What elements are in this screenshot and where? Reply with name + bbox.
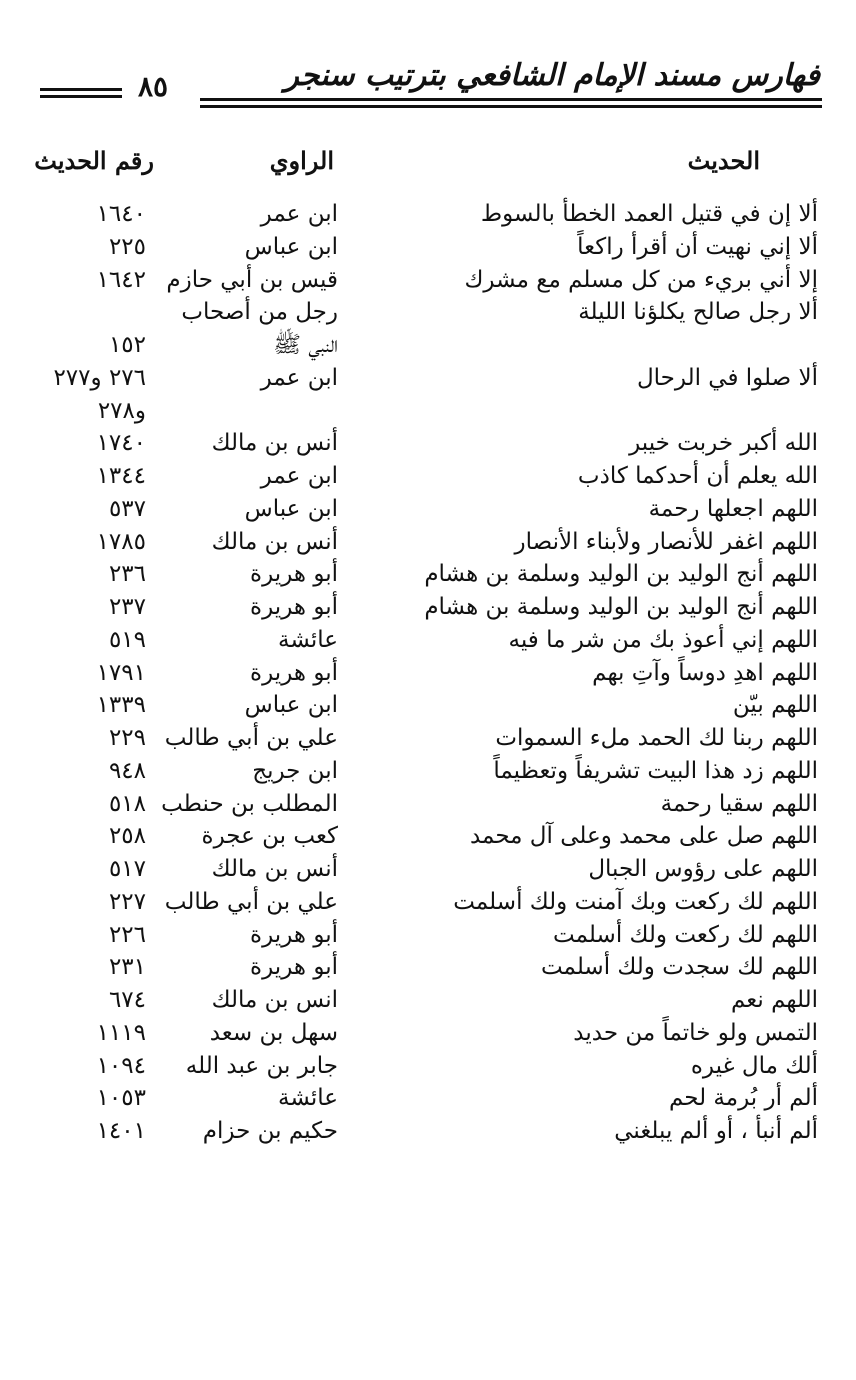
narrator-name: كعب بن عجرة [201,823,338,850]
hadith-text: اللهم نعم [730,987,818,1013]
table-row [0,460,856,493]
table-row [0,427,856,460]
hadith-text: اللهم ربنا لك الحمد ملء السموات [495,725,818,751]
hadith-number: ٢٣٧ [108,594,146,620]
table-row [0,591,856,624]
hadith-number: ١٤٠١ [96,1118,146,1144]
narrator-name: علي بن أبي طالب [164,725,338,751]
hadith-text: اللهم اغفر للأنصار ولأبناء الأنصار [514,528,818,555]
table-row [0,788,856,821]
table-row [0,853,856,886]
header-rule-left [40,88,122,98]
table-row [0,329,856,362]
table-row [0,1050,856,1083]
hadith-number: ١٧٨٥ [96,528,146,555]
narrator-name: رجل من أصحاب [181,299,338,326]
hadith-number: ٢٢٩ [108,725,146,751]
table-row [0,722,856,755]
hadith-text: اللهم أنج الوليد بن الوليد وسلمة بن هشام [424,594,818,620]
table-row [0,296,856,329]
hadith-index-table [0,198,856,1148]
table-row [0,624,856,657]
table-row [0,1115,856,1148]
hadith-text: اللهم لك ركعت ولك أسلمت [553,921,818,948]
header-rule-right [200,98,822,108]
table-row [0,657,856,690]
narrator-name: ابن عمر [260,463,338,489]
hadith-text: اللهم اجعلها رحمة [648,495,818,522]
table-row [0,951,856,984]
hadith-text: الله يعلم أن أحدكما كاذب [577,463,818,489]
hadith-text: التمس ولو خاتماً من حديد [573,1019,818,1046]
narrator-name: حكيم بن حزام [202,1118,338,1144]
table-row [0,820,856,853]
hadith-text: اللهم أنج الوليد بن الوليد وسلمة بن هشام [424,561,818,588]
narrator-name: أبو هريرة [250,561,338,588]
hadith-text: ألك مال غيره [690,1052,818,1079]
table-row [0,984,856,1017]
table-row [0,1017,856,1050]
hadith-number: ١١١٩ [96,1019,146,1046]
hadith-number: ١٦٤٢ [96,266,146,293]
hadith-number: ١٧٩١ [96,659,146,686]
hadith-number: ١٧٤٠ [96,430,146,457]
hadith-number: ١٦٤٠ [96,201,146,227]
hadith-text: إلا أني بريء من كل مسلم مع مشرك [464,266,818,293]
table-row [0,689,856,722]
hadith-number: ٢٢٦ [108,921,146,948]
running-header [0,58,856,118]
hadith-number: ٢٣١ [108,954,146,981]
narrator-name: جابر بن عبد الله [185,1052,338,1079]
table-row [0,526,856,559]
table-row [0,755,856,788]
table-row [0,1082,856,1115]
hadith-text: اللهم إني أعوذ بك من شر ما فيه [508,626,818,653]
column-header-narrator: الراوي [269,146,334,175]
hadith-number: ٢٧٦ و٢٧٧ [53,364,146,391]
narrator-name: أبو هريرة [250,954,338,981]
narrator-name: ابن جريج [252,757,338,784]
page-number: ٨٥ [138,70,169,103]
narrator-name: ابن عباس [244,692,338,719]
hadith-text: ألا صلوا في الرحال [636,364,818,391]
narrator-name: سهل بن سعد [209,1019,338,1046]
hadith-number: ١٣٤٤ [96,463,146,489]
narrator-name: النبي ﷺ [273,332,338,358]
hadith-text: ألم أنبأ ، أو ألم يبلغني [614,1118,818,1144]
narrator-name: عائشة [278,1085,338,1112]
hadith-text: اللهم صل على محمد وعلى آل محمد [469,823,818,850]
hadith-number: ١٥٢ [108,332,146,358]
narrator-name: ابن عباس [244,233,338,260]
narrator-name: عائشة [278,626,338,653]
hadith-text: ألا إن في قتيل العمد الخطأ بالسوط [480,201,818,227]
narrator-name: المطلب بن حنطب [161,790,338,817]
hadith-text: اللهم زد هذا البيت تشريفاً وتعظيماً [493,757,818,784]
narrator-name: أنس بن مالك [211,856,338,882]
table-row [0,886,856,919]
hadith-number: ٩٤٨ [108,757,146,784]
hadith-number: ٥١٩ [108,626,146,653]
hadith-text: اللهم لك سجدت ولك أسلمت [540,954,818,981]
hadith-text: ألا رجل صالح يكلؤنا الليلة [578,299,818,326]
hadith-number: ٢٥٨ [108,823,146,850]
hadith-text: ألم أر بُرمة لحم [668,1085,818,1112]
hadith-number: ٥٣٧ [108,495,146,522]
column-header-hadith: الحديث [687,146,760,175]
hadith-number: ١٣٣٩ [96,692,146,719]
narrator-name: علي بن أبي طالب [164,888,338,915]
hadith-number: ٥١٨ [108,790,146,817]
table-row [0,362,856,395]
table-row [0,919,856,952]
narrator-name: أبو هريرة [250,659,338,686]
narrator-name: قيس بن أبي حازم [166,266,338,293]
table-row [0,264,856,297]
hadith-number: ٥١٧ [108,856,146,882]
hadith-number: ٢٢٧ [108,888,146,915]
hadith-text: اللهم بيّن [732,692,818,719]
hadith-number: ٦٧٤ [108,987,146,1013]
hadith-number: و٢٧٨ [97,397,146,424]
hadith-number: ١٠٥٣ [96,1085,146,1112]
narrator-name: أبو هريرة [250,594,338,620]
narrator-name: ابن عمر [260,364,338,391]
hadith-number: ٢٢٥ [108,233,146,260]
book-title: فهارس مسند الإمام الشافعي بترتيب سنجر [284,58,820,93]
hadith-number: ١٠٩٤ [96,1052,146,1079]
table-row [0,558,856,591]
table-row [0,198,856,231]
table-row [0,493,856,526]
hadith-text: الله أكبر خربت خيبر [629,430,818,457]
hadith-text: اللهم سقيا رحمة [660,790,818,817]
narrator-name: ابن عمر [260,201,338,227]
hadith-text: اللهم اهدِ دوساً وآتِ بهم [592,659,818,686]
hadith-number: ٢٣٦ [108,561,146,588]
narrator-name: انس بن مالك [211,987,338,1013]
narrator-name: أبو هريرة [250,921,338,948]
narrator-name: أنس بن مالك [211,528,338,555]
narrator-name: ابن عباس [244,495,338,522]
narrator-name: أنس بن مالك [211,430,338,457]
hadith-text: اللهم على رؤوس الجبال [588,856,818,882]
column-header-hadith-number: رقم الحديث [34,146,154,175]
table-row [0,231,856,264]
table-row [0,395,856,428]
hadith-text: ألا إني نهيت أن أقرأ راكعاً [577,233,818,260]
hadith-text: اللهم لك ركعت وبك آمنت ولك أسلمت [453,888,818,915]
